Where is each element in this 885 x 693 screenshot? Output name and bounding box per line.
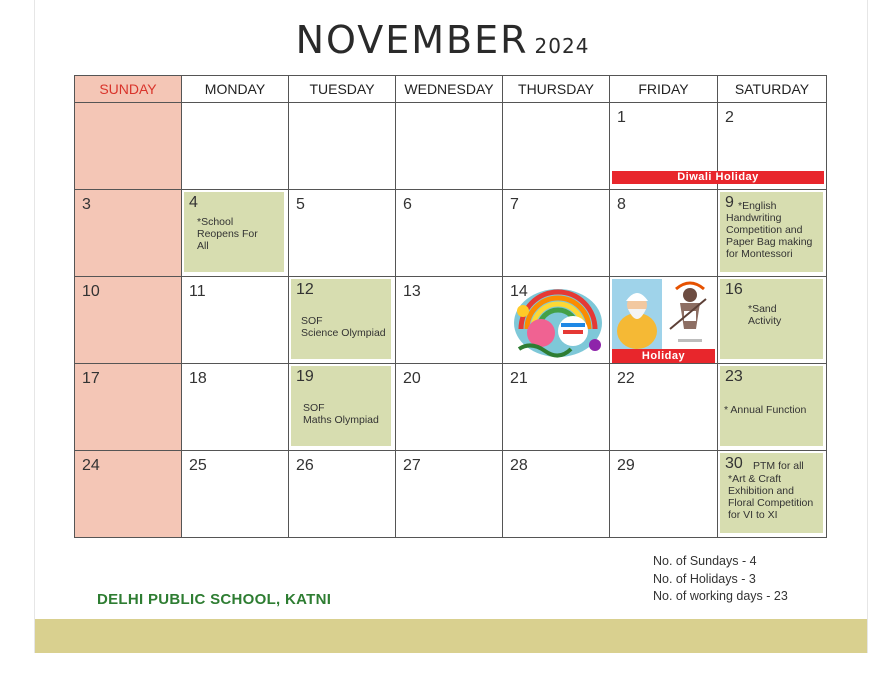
holiday-bar: Holiday	[612, 349, 715, 363]
event-text: *English Handwriting Competition and Paper Bag making for Montessori	[726, 200, 813, 260]
day-number: 19	[296, 368, 314, 385]
day-cell-9	[718, 190, 827, 277]
day-number: 3	[82, 196, 91, 213]
day-number: 10	[82, 283, 100, 300]
day-number: 20	[403, 370, 421, 387]
working-days-count: No. of working days - 23	[653, 589, 788, 603]
day-number: 22	[617, 370, 635, 387]
weekday-thursday: THURSDAY	[503, 76, 610, 103]
day-number: 11	[189, 283, 206, 300]
weekday-header	[75, 76, 827, 103]
event-text: Maths Olympiad	[303, 414, 379, 426]
event-text: * Annual Function	[724, 404, 807, 416]
day-cell-5	[289, 190, 396, 277]
weekday-saturday: SATURDAY	[718, 76, 827, 103]
event-box	[720, 192, 823, 272]
year: 2024	[534, 34, 590, 58]
month-name: NOVEMBER	[295, 18, 529, 62]
event-text: *School Reopens For All	[197, 216, 258, 252]
day-cell-29	[610, 451, 718, 538]
event-text: Science Olympiad	[301, 327, 386, 339]
day-cell-14	[503, 277, 610, 364]
weekday-wednesday: WEDNESDAY	[396, 76, 503, 103]
day-cell-20	[396, 364, 503, 451]
day-cell-6	[396, 190, 503, 277]
day-number: 9	[725, 194, 734, 211]
day-number: 7	[510, 196, 519, 213]
event-text: *Art & Craft Exhibition and Floral Competition for VI to XI	[728, 473, 814, 521]
day-number: 27	[403, 457, 421, 474]
day-cell-empty	[75, 103, 182, 190]
event-box	[720, 366, 823, 446]
day-cell-2	[718, 103, 827, 190]
day-cell-30	[718, 451, 827, 538]
calendar-title	[0, 18, 885, 62]
day-number: 24	[82, 457, 100, 474]
sundays-count: No. of Sundays - 4	[653, 554, 757, 568]
week-row	[75, 190, 827, 277]
day-number: 28	[510, 457, 528, 474]
day-number: 29	[617, 457, 635, 474]
event-box	[184, 192, 284, 272]
event-box	[291, 279, 391, 359]
day-cell-7	[503, 190, 610, 277]
day-cell-24	[75, 451, 182, 538]
day-cell-25	[182, 451, 289, 538]
day-number: 26	[296, 457, 314, 474]
week-row	[75, 103, 827, 190]
day-number: 14	[510, 283, 528, 300]
day-cell-11	[182, 277, 289, 364]
day-cell-16	[718, 277, 827, 364]
day-cell-1	[610, 103, 759, 190]
day-cell-4	[182, 190, 289, 277]
birsa-munda-icon	[666, 279, 714, 349]
day-cell-15	[610, 277, 718, 364]
guru-nanak-icon	[612, 279, 662, 349]
calendar-stats	[653, 553, 788, 606]
day-cell-27	[396, 451, 503, 538]
day-cell-18	[182, 364, 289, 451]
day-number: 1	[617, 109, 626, 126]
day-number: 8	[617, 196, 626, 213]
weekday-friday: FRIDAY	[610, 76, 718, 103]
diwali-holiday-bar: Diwali Holiday	[612, 171, 824, 184]
childrens-day-icon	[511, 283, 605, 359]
day-cell-13	[396, 277, 503, 364]
day-number: 6	[403, 196, 412, 213]
event-text: SOF	[303, 402, 325, 414]
day-number: 12	[296, 281, 314, 298]
event-box	[291, 366, 391, 446]
day-number: 13	[403, 283, 421, 300]
day-cell-21	[503, 364, 610, 451]
day-number: 30	[725, 455, 743, 472]
day-cell-empty	[289, 103, 396, 190]
day-number: 5	[296, 196, 305, 213]
day-cell-empty	[182, 103, 289, 190]
day-cell-22	[610, 364, 718, 451]
footer-band	[35, 619, 867, 653]
day-cell-3	[75, 190, 182, 277]
weekday-tuesday: TUESDAY	[289, 76, 396, 103]
day-cell-8	[610, 190, 718, 277]
weekday-monday: MONDAY	[182, 76, 289, 103]
day-cell-28	[503, 451, 610, 538]
event-box	[720, 453, 823, 533]
event-text: SOF	[301, 315, 323, 327]
event-text: *Sand Activity	[748, 303, 782, 327]
day-number: 2	[725, 109, 734, 126]
day-cell-23	[718, 364, 827, 451]
day-cell-empty	[396, 103, 503, 190]
week-row	[75, 364, 827, 451]
day-cell-empty	[503, 103, 610, 190]
day-number: 16	[725, 281, 743, 298]
week-row	[75, 451, 827, 538]
weekday-sunday: SUNDAY	[75, 76, 182, 103]
day-cell-26	[289, 451, 396, 538]
week-row	[75, 277, 827, 364]
day-number: 4	[189, 194, 198, 211]
day-cell-17	[75, 364, 182, 451]
event-box	[720, 279, 823, 359]
calendar-grid	[74, 75, 827, 538]
day-cell-10	[75, 277, 182, 364]
day-number: 17	[82, 370, 100, 387]
school-name: DELHI PUBLIC SCHOOL, KATNI	[97, 591, 332, 608]
day-number: 21	[510, 370, 528, 387]
day-cell-19	[289, 364, 396, 451]
holidays-count: No. of Holidays - 3	[653, 571, 756, 586]
day-number: 23	[725, 368, 743, 385]
day-cell-12	[289, 277, 396, 364]
day-number: 25	[189, 457, 207, 474]
event-text: PTM for all	[753, 460, 804, 472]
day-number: 18	[189, 370, 207, 387]
